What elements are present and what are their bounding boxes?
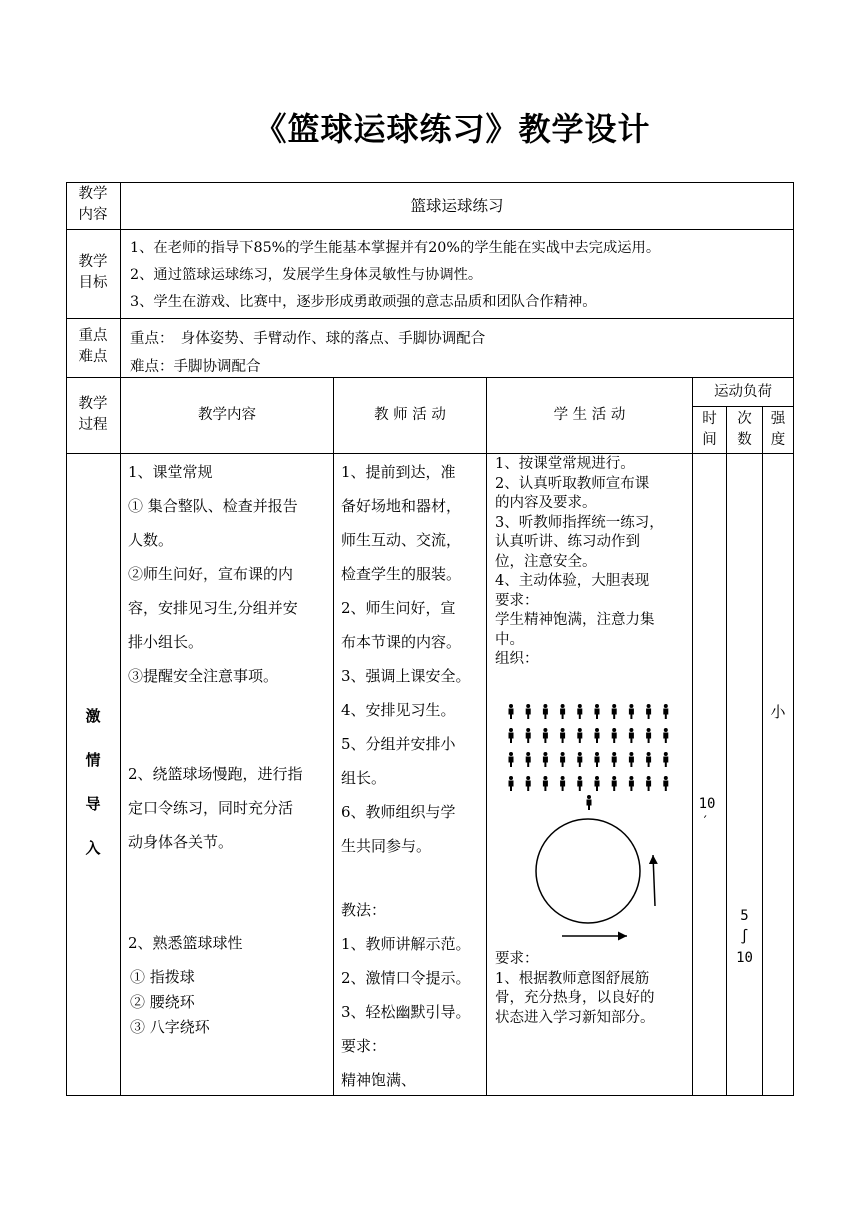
student-figure-icon xyxy=(595,752,600,767)
page-title: 《篮球运球练习》教学设计 xyxy=(254,110,651,148)
intensity-header: 强 度 xyxy=(770,411,786,448)
arrow-up-icon xyxy=(653,855,655,906)
student-figure-icon xyxy=(577,728,582,743)
student-figure-icon xyxy=(560,728,565,743)
jogging-circle xyxy=(536,819,640,923)
student-figure-icon xyxy=(663,704,668,719)
student-figure-icon xyxy=(560,704,565,719)
content-ball-feel: 2、熟悉篮球球性 xyxy=(128,934,243,952)
count-header: 次 数 xyxy=(737,411,752,448)
student-figure-icon xyxy=(629,728,634,743)
student-figure-icon xyxy=(577,752,582,767)
teacher-activities: 1、提前到达，准 备好场地和器材， 师生互动、交流， 检查学生的服装。 2、师生问好，宣 布本节课的内容。 3、强调上课安全。 4、安排见习生。 5、分组并安排小 组长。 6、教师组织与学 生共同参与。 xyxy=(341,463,471,855)
student-figure-icon xyxy=(543,704,548,719)
student-figure-icon xyxy=(595,776,600,791)
student-figure-icon xyxy=(612,728,617,743)
content-routine: 1、课堂常规 ① 集合整队、检查并报告 人数。 ②师生问好，宣布课的内 容，安排见习生,分组并安 排小组长。 ③提醒安全注意事项。 xyxy=(128,463,298,685)
student-activities: 1、按课堂常规进行。 2、认真听取教师宣布课 的内容及要求。 3、听教师指挥统一练习， 认真听讲、练习动作到 位，注意安全。 4、主动体验，大胆表现 要求： 学生精神饱满，注意力集 中。 组织： xyxy=(495,456,664,667)
student-figure-icon xyxy=(595,728,600,743)
student-figure-icon xyxy=(560,776,565,791)
student-figure-icon xyxy=(612,704,617,719)
time-header: 时 间 xyxy=(702,411,717,448)
student-figure-icon xyxy=(612,776,617,791)
student-figure-icon xyxy=(646,752,651,767)
student-figure-icon xyxy=(612,752,617,767)
student-figure-icon xyxy=(646,704,651,719)
student-figure-icon xyxy=(543,776,548,791)
student-figure-icon xyxy=(646,776,651,791)
student-figure-icon xyxy=(526,728,531,743)
intensity-value: 小 xyxy=(770,703,786,721)
formation-diagram xyxy=(490,700,690,950)
load-header: 运动负荷 xyxy=(714,384,772,400)
key-row-label: 重点 难点 xyxy=(78,328,108,365)
difficulty-text: 难点：手脚协调配合 xyxy=(130,359,261,375)
content-ball-drills: ① 指拨球 ② 腰绕环 ③ 八字绕环 xyxy=(130,968,210,1036)
student-figure-icon xyxy=(526,752,531,767)
content-jogging: 2、绕篮球场慢跑，进行指 定口令练习，同时充分活 动身体各关节。 xyxy=(128,765,303,851)
student-figure-icon xyxy=(543,752,548,767)
student-figure-icon xyxy=(663,776,668,791)
count-value: 5 ∫ 10 xyxy=(736,908,753,966)
student-figure-icon xyxy=(509,704,514,719)
goals-row-label: 教学 目标 xyxy=(78,254,108,291)
content-row-label: 教学 内容 xyxy=(78,186,108,223)
student-figure-icon xyxy=(663,728,668,743)
student-figure-icon xyxy=(629,704,634,719)
student-figure-icon xyxy=(587,795,592,810)
student-figure-icon xyxy=(509,728,514,743)
content-header: 教学内容 xyxy=(198,407,256,423)
student-figure-icon xyxy=(543,728,548,743)
lesson-topic: 篮球运球练习 xyxy=(410,197,504,215)
goals-list xyxy=(130,235,660,316)
student-figure-icon xyxy=(526,776,531,791)
teacher-header: 教 师 活 动 xyxy=(374,407,446,423)
time-value: 10 ′ xyxy=(698,796,716,830)
student-figure-icon xyxy=(595,704,600,719)
student-figure-icon xyxy=(663,752,668,767)
goal-item: 1、在老师的指导下85%的学生能基本掌握并有20%的学生能在实战中去完成运用。 xyxy=(130,240,661,256)
student-figure-icon xyxy=(577,776,582,791)
student-figure-icon xyxy=(629,752,634,767)
goal-item: 3、学生在游戏、比赛中，逐步形成勇敢顽强的意志品质和团队合作精神。 xyxy=(130,294,597,310)
student-figure-icon xyxy=(526,704,531,719)
section-name: 激 情 导 入 xyxy=(85,707,101,857)
key-point-text: 重点： 身体姿势、手臂动作、球的落点、手脚协调配合 xyxy=(130,331,486,347)
student-figure-icon xyxy=(577,704,582,719)
student-figure-icon xyxy=(509,752,514,767)
student-figure-icon xyxy=(646,728,651,743)
process-header: 教学 过程 xyxy=(78,396,108,433)
student-header: 学 生 活 动 xyxy=(553,407,626,423)
goal-item: 2、通过篮球运球练习，发展学生身体灵敏性与协调性。 xyxy=(130,267,483,283)
student-figure-icon xyxy=(629,776,634,791)
teacher-methods: 教法： 1、教师讲解示范。 2、激情口令提示。 3、轻松幽默引导。 要求： 精神饱满、 xyxy=(341,901,471,1089)
student-requirements: 要求： 1、根据教师意图舒展筋 骨，充分热身，以良好的 状态进入学习新知部分。 xyxy=(495,951,655,1026)
student-figure-icon xyxy=(560,752,565,767)
key-points xyxy=(130,325,485,381)
student-figure-icon xyxy=(509,776,514,791)
